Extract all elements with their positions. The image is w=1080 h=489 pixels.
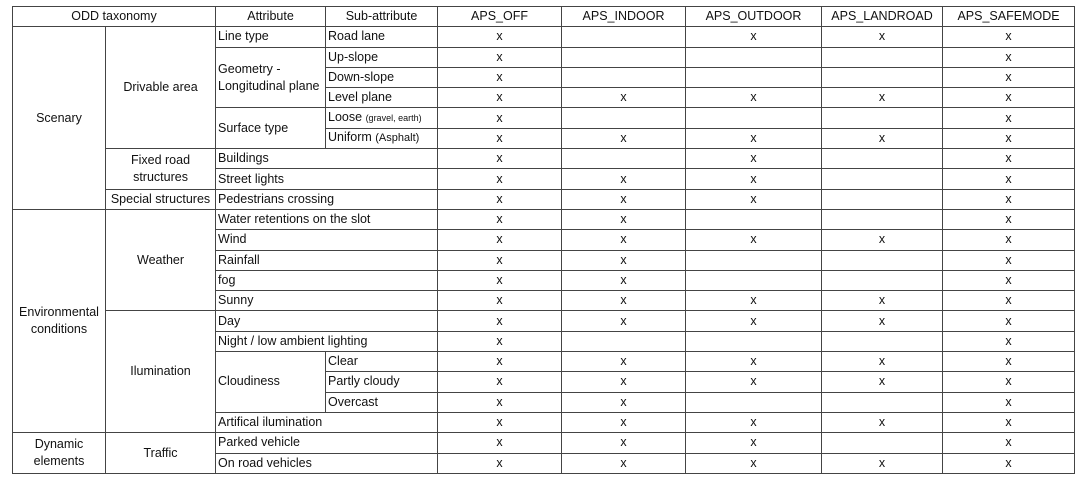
mark-cell: x (686, 27, 822, 47)
header-aps-outdoor: APS_OUTDOOR (686, 7, 822, 27)
mark-cell: x (943, 169, 1075, 189)
mark-cell (822, 331, 943, 351)
mark-cell: x (822, 230, 943, 250)
mark-cell (686, 67, 822, 87)
mark-cell (686, 392, 822, 412)
mark-cell: x (943, 67, 1075, 87)
attr-rainfall: Rainfall (216, 250, 438, 270)
subgroup-drivable-area: Drivable area (106, 27, 216, 149)
attr-geometry: Geometry - Longitudinal plane (216, 47, 326, 108)
attr-parked-vehicle: Parked vehicle (216, 433, 438, 453)
mark-cell: x (943, 412, 1075, 432)
mark-cell: x (686, 128, 822, 148)
mark-cell: x (686, 230, 822, 250)
mark-cell: x (438, 250, 562, 270)
header-aps-landroad: APS_LANDROAD (822, 7, 943, 27)
mark-cell (822, 209, 943, 229)
mark-cell: x (943, 27, 1075, 47)
mark-cell: x (562, 128, 686, 148)
mark-cell: x (562, 311, 686, 331)
subgroup-fixed-road-structures: Fixed road structures (106, 149, 216, 190)
sub-clear: Clear (326, 352, 438, 372)
sub-down-slope: Down-slope (326, 67, 438, 87)
mark-cell (686, 209, 822, 229)
subgroup-weather: Weather (106, 209, 216, 310)
mark-cell: x (686, 169, 822, 189)
mark-cell: x (943, 250, 1075, 270)
attr-surface-type: Surface type (216, 108, 326, 149)
mark-cell: x (943, 209, 1075, 229)
attr-sunny: Sunny (216, 291, 438, 311)
mark-cell: x (438, 67, 562, 87)
mark-cell: x (562, 392, 686, 412)
mark-cell: x (562, 453, 686, 473)
mark-cell (562, 67, 686, 87)
mark-cell: x (562, 230, 686, 250)
mark-cell: x (438, 291, 562, 311)
attr-day: Day (216, 311, 438, 331)
mark-cell: x (943, 311, 1075, 331)
sub-up-slope: Up-slope (326, 47, 438, 67)
header-aps-off: APS_OFF (438, 7, 562, 27)
attr-cloudiness: Cloudiness (216, 352, 326, 413)
mark-cell: x (438, 270, 562, 290)
mark-cell (822, 433, 943, 453)
group-dynamic-elements: Dynamic elements (13, 433, 106, 474)
mark-cell: x (438, 331, 562, 351)
mark-cell (822, 169, 943, 189)
mark-cell: x (686, 412, 822, 432)
odd-taxonomy-table (12, 6, 1075, 474)
attr-buildings: Buildings (216, 149, 438, 169)
mark-cell: x (822, 88, 943, 108)
sub-uniform (326, 128, 438, 148)
subgroup-traffic: Traffic (106, 433, 216, 474)
mark-cell: x (686, 372, 822, 392)
header-aps-indoor: APS_INDOOR (562, 7, 686, 27)
mark-cell: x (686, 149, 822, 169)
mark-cell: x (562, 270, 686, 290)
mark-cell: x (438, 392, 562, 412)
attr-line-type: Line type (216, 27, 326, 47)
mark-cell: x (438, 47, 562, 67)
sub-partly-cloudy: Partly cloudy (326, 372, 438, 392)
mark-cell (822, 67, 943, 87)
subgroup-special-structures: Special structures (106, 189, 216, 209)
mark-cell: x (562, 88, 686, 108)
mark-cell: x (686, 453, 822, 473)
mark-cell (562, 27, 686, 47)
table-row (13, 209, 1075, 229)
mark-cell: x (943, 88, 1075, 108)
sub-overcast: Overcast (326, 392, 438, 412)
mark-cell (822, 47, 943, 67)
mark-cell: x (686, 88, 822, 108)
mark-cell: x (943, 189, 1075, 209)
mark-cell: x (943, 149, 1075, 169)
group-environmental-conditions: Environmental conditions (13, 209, 106, 432)
table-row (13, 433, 1075, 453)
mark-cell: x (562, 433, 686, 453)
sub-road-lane: Road lane (326, 27, 438, 47)
mark-cell: x (562, 209, 686, 229)
header-attribute: Attribute (216, 7, 326, 27)
subgroup-illumination: Ilumination (106, 311, 216, 433)
mark-cell (822, 149, 943, 169)
attr-on-road-vehicles: On road vehicles (216, 453, 438, 473)
mark-cell: x (822, 27, 943, 47)
mark-cell: x (438, 433, 562, 453)
mark-cell (562, 331, 686, 351)
mark-cell (686, 250, 822, 270)
mark-cell: x (822, 311, 943, 331)
mark-cell: x (686, 433, 822, 453)
attr-night: Night / low ambient lighting (216, 331, 438, 351)
mark-cell: x (822, 291, 943, 311)
mark-cell: x (822, 372, 943, 392)
sub-uniform-label: Uniform (328, 130, 372, 145)
mark-cell: x (822, 128, 943, 148)
mark-cell (562, 47, 686, 67)
table-row (13, 149, 1075, 169)
mark-cell: x (438, 209, 562, 229)
header-odd-taxonomy: ODD taxonomy (13, 7, 216, 27)
mark-cell (686, 270, 822, 290)
sub-loose-note: (gravel, earth) (365, 113, 422, 124)
mark-cell: x (438, 27, 562, 47)
mark-cell: x (943, 331, 1075, 351)
mark-cell: x (438, 128, 562, 148)
attr-street-lights: Street lights (216, 169, 438, 189)
mark-cell (822, 189, 943, 209)
mark-cell: x (438, 88, 562, 108)
mark-cell (822, 108, 943, 128)
mark-cell (562, 108, 686, 128)
attr-pedestrians-crossing: Pedestrians crossing (216, 189, 438, 209)
mark-cell: x (562, 372, 686, 392)
group-scenary: Scenary (13, 27, 106, 210)
mark-cell: x (943, 270, 1075, 290)
mark-cell: x (438, 311, 562, 331)
table-row (13, 27, 1075, 47)
mark-cell: x (943, 392, 1075, 412)
mark-cell (686, 108, 822, 128)
mark-cell: x (686, 189, 822, 209)
mark-cell: x (438, 352, 562, 372)
mark-cell: x (822, 453, 943, 473)
mark-cell: x (943, 230, 1075, 250)
sub-loose-label: Loose (328, 110, 363, 125)
mark-cell: x (943, 453, 1075, 473)
mark-cell (562, 149, 686, 169)
mark-cell: x (943, 108, 1075, 128)
attr-water-retentions: Water retentions on the slot (216, 209, 438, 229)
mark-cell: x (438, 372, 562, 392)
table-row (13, 311, 1075, 331)
mark-cell: x (438, 189, 562, 209)
sub-uniform-note: (Asphalt) (375, 132, 420, 145)
mark-cell: x (686, 352, 822, 372)
mark-cell: x (822, 352, 943, 372)
mark-cell: x (562, 250, 686, 270)
mark-cell: x (822, 412, 943, 432)
mark-cell: x (686, 291, 822, 311)
header-subattribute: Sub-attribute (326, 7, 438, 27)
mark-cell: x (562, 291, 686, 311)
mark-cell: x (438, 108, 562, 128)
mark-cell (822, 392, 943, 412)
mark-cell: x (943, 352, 1075, 372)
mark-cell: x (943, 47, 1075, 67)
odd-table-container (12, 6, 1075, 474)
sub-level-plane: Level plane (326, 88, 438, 108)
mark-cell: x (438, 453, 562, 473)
attr-fog: fog (216, 270, 438, 290)
sub-loose (326, 108, 438, 128)
header-row (13, 7, 1075, 27)
mark-cell: x (943, 433, 1075, 453)
mark-cell: x (438, 169, 562, 189)
mark-cell (686, 331, 822, 351)
mark-cell: x (686, 311, 822, 331)
mark-cell: x (943, 372, 1075, 392)
mark-cell: x (562, 169, 686, 189)
mark-cell: x (438, 149, 562, 169)
mark-cell: x (562, 189, 686, 209)
table-row (13, 189, 1075, 209)
mark-cell: x (943, 128, 1075, 148)
attr-wind: Wind (216, 230, 438, 250)
mark-cell: x (562, 352, 686, 372)
header-aps-safemode: APS_SAFEMODE (943, 7, 1075, 27)
mark-cell (686, 47, 822, 67)
mark-cell (822, 250, 943, 270)
mark-cell (822, 270, 943, 290)
mark-cell: x (438, 412, 562, 432)
mark-cell: x (943, 291, 1075, 311)
attr-artificial-illumination: Artifical ilumination (216, 412, 438, 432)
mark-cell: x (562, 412, 686, 432)
mark-cell: x (438, 230, 562, 250)
